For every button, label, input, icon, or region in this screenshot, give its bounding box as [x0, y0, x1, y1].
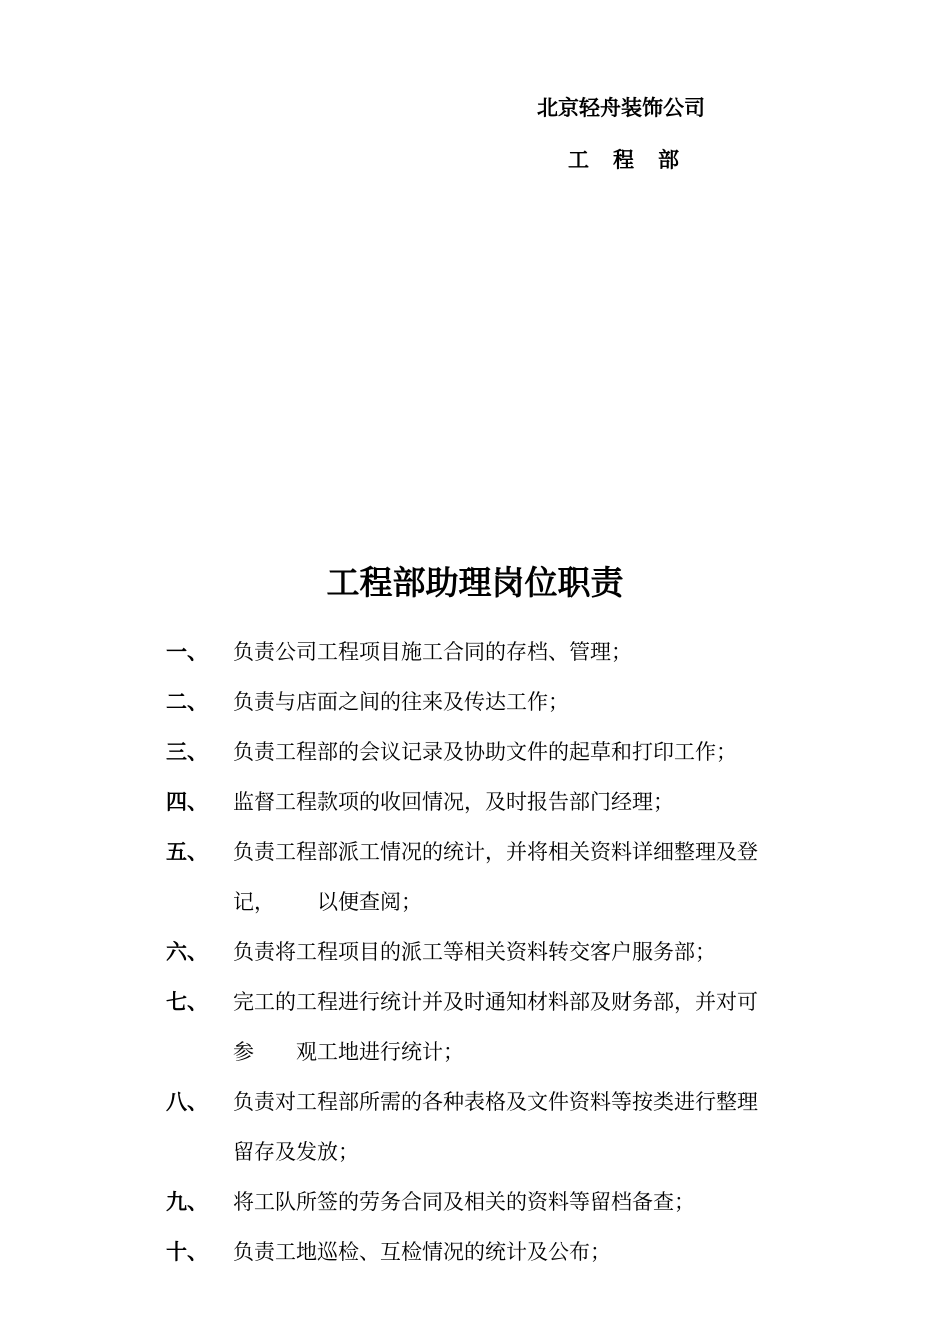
duty-number: 六、: [166, 940, 208, 964]
duty-number: 三、: [166, 740, 208, 764]
duty-text: 将工队所签的劳务合同及相关的资料等留档备查；: [233, 1190, 695, 1214]
department-name: 工程部: [568, 148, 703, 172]
duty-number: 一、: [166, 640, 208, 664]
duty-text: 负责与店面之间的往来及传达工作；: [233, 690, 569, 714]
duty-number: 九、: [166, 1190, 208, 1214]
duty-text-fragment: 观工地进行统计；: [296, 1040, 464, 1064]
duty-number: 八、: [166, 1090, 208, 1114]
duty-text: 负责工程部派工情况的统计，并将相关资料详细整理及登: [233, 840, 758, 864]
duty-text-fragment: 参: [233, 1040, 254, 1064]
duty-text-continued: 留存及发放；: [233, 1140, 359, 1164]
duty-text-continued: [233, 1036, 464, 1066]
duty-text: 监督工程款项的收回情况，及时报告部门经理；: [233, 790, 674, 814]
duty-number: 七、: [166, 990, 208, 1014]
duty-text: 负责对工程部所需的各种表格及文件资料等按类进行整理: [233, 1090, 758, 1114]
duty-text-continued: [233, 886, 422, 916]
duty-text: 负责将工程项目的派工等相关资料转交客户服务部；: [233, 940, 716, 964]
duty-text: 负责工地巡检、互检情况的统计及公布；: [233, 1240, 611, 1264]
duty-number: 五、: [166, 840, 208, 864]
duty-text: 负责工程部的会议记录及协助文件的起草和打印工作；: [233, 740, 737, 764]
duty-number: 四、: [166, 790, 208, 814]
duty-number: 十、: [166, 1240, 208, 1264]
duty-text: 完工的工程进行统计并及时通知材料部及财务部，并对可: [233, 990, 758, 1014]
document-title: 工程部助理岗位职责: [326, 563, 624, 602]
duty-text-fragment: 记，: [233, 890, 275, 914]
company-name: 北京轻舟装饰公司: [537, 96, 705, 120]
duty-text-fragment: 以便查阅；: [317, 890, 422, 914]
duty-text: 负责公司工程项目施工合同的存档、管理；: [233, 640, 632, 664]
duty-number: 二、: [166, 690, 208, 714]
